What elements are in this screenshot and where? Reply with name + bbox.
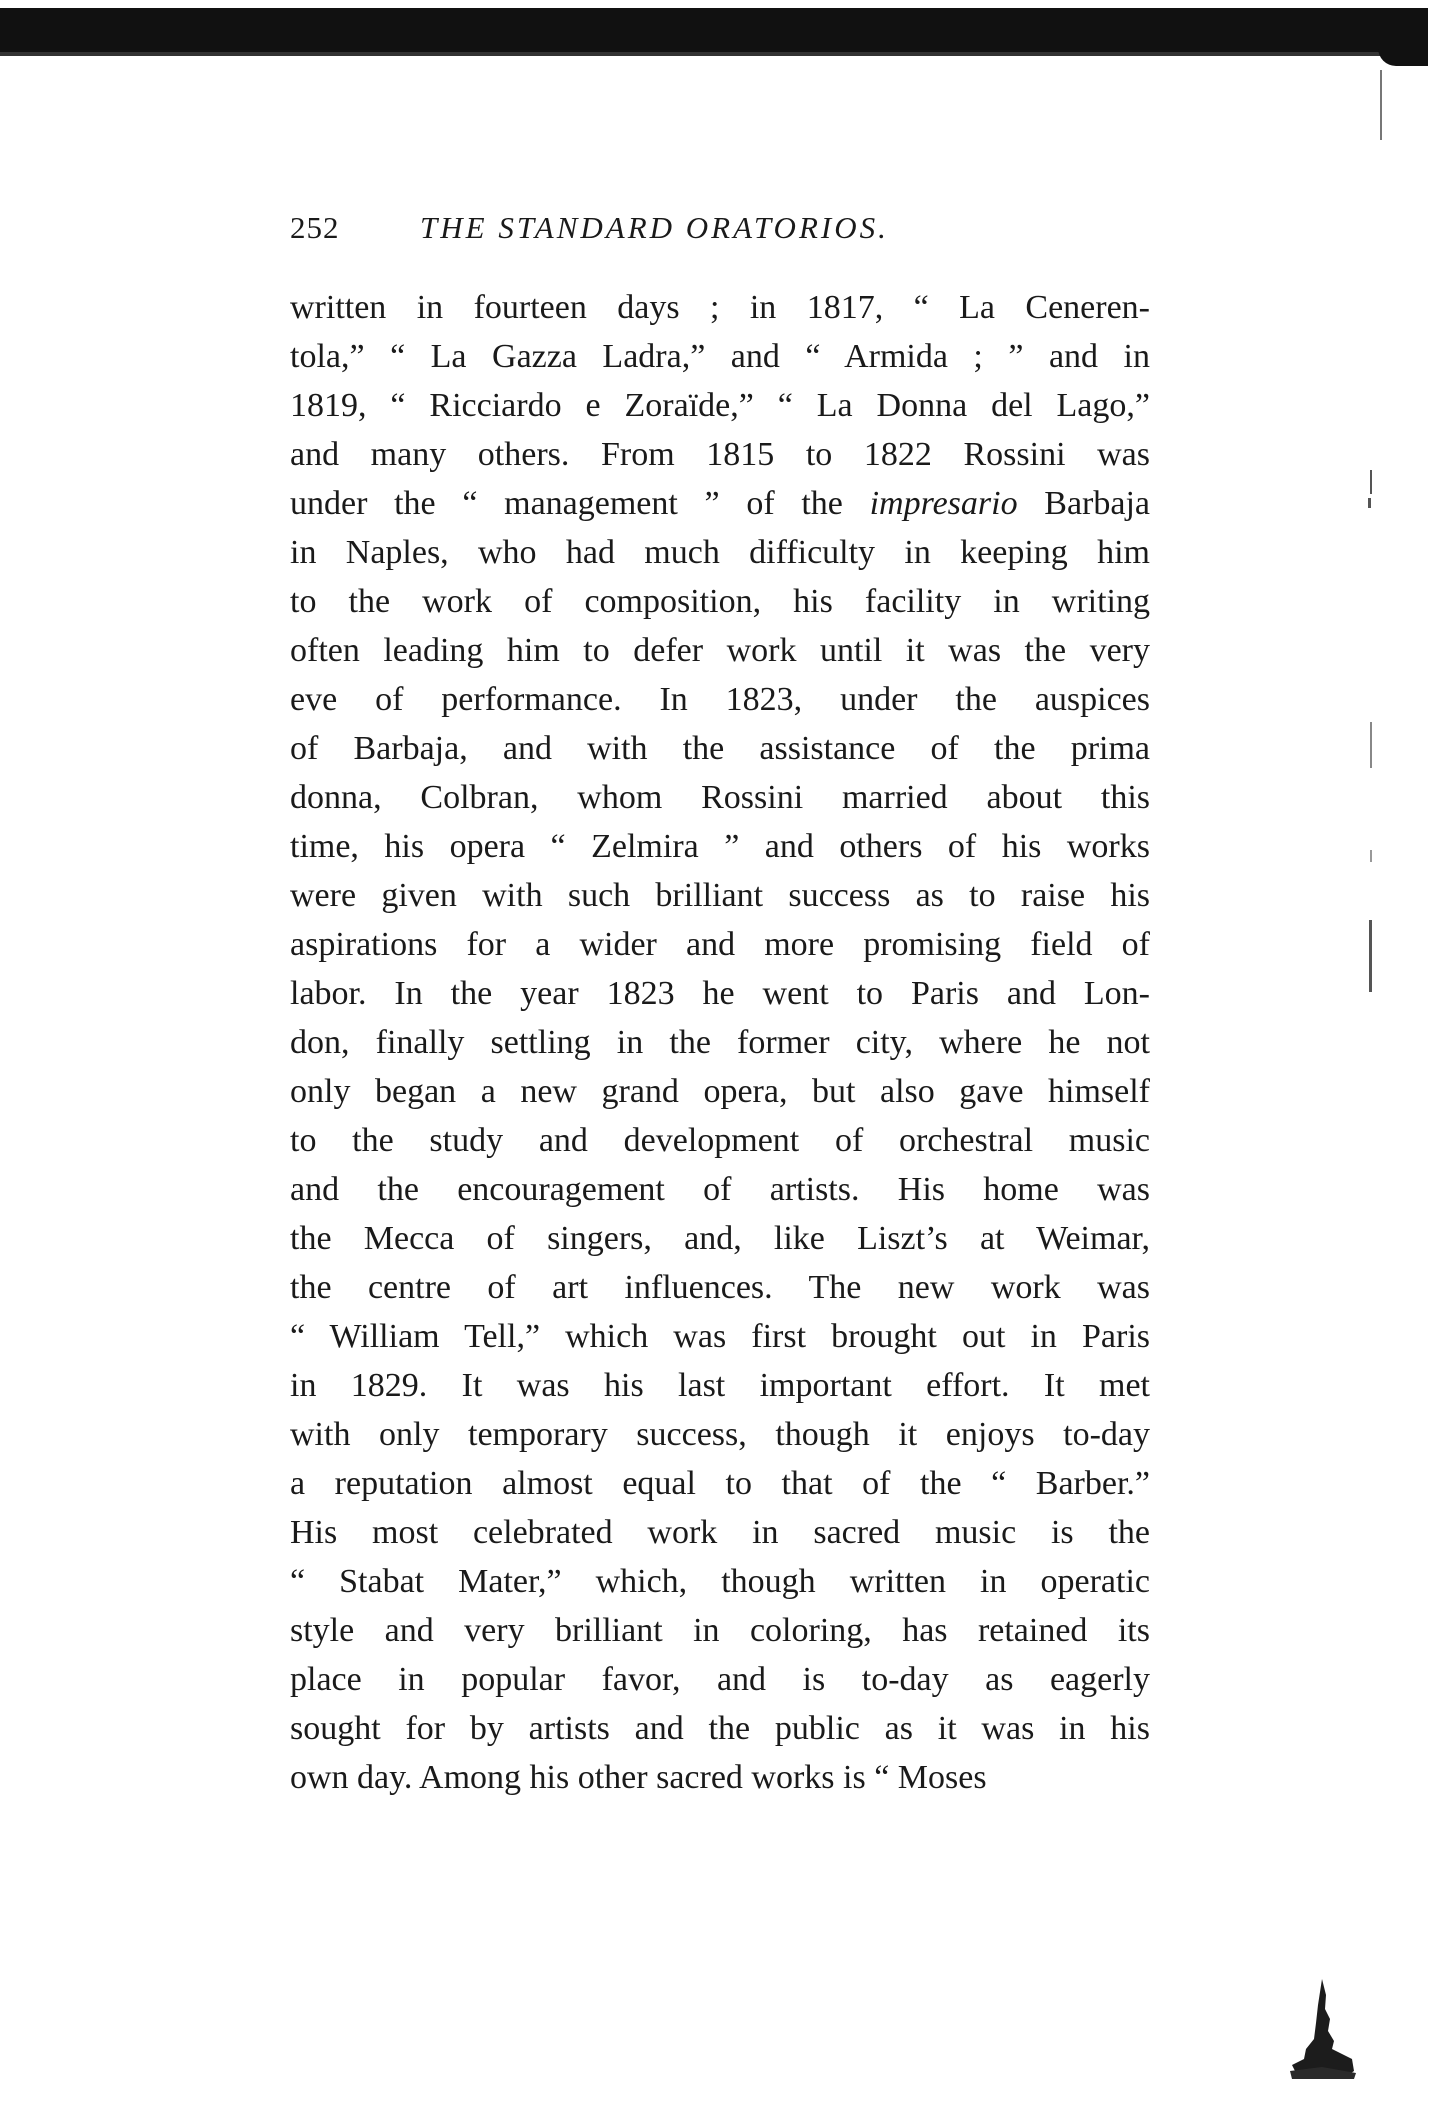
text-line: place in popular favor, and is to-day as eagerly	[290, 1661, 1150, 1698]
text-line: often leading him to defer work until it was the very	[290, 632, 1150, 669]
text-line: don, finally settling in the former city, where he not	[290, 1024, 1150, 1061]
text-line: “ William Tell,” which was first brought out in Paris	[290, 1318, 1150, 1355]
text-line: in 1829. It was his last important effort. It met	[290, 1367, 1150, 1404]
text-line: tola,” “ La Gazza Ladra,” and “ Armida ; ” and in	[290, 338, 1150, 375]
corner-ornament	[1282, 1975, 1362, 2085]
text-line: to the study and development of orchestral music	[290, 1122, 1150, 1159]
text-line: eve of performance. In 1823, under the auspices	[290, 681, 1150, 718]
margin-mark	[1370, 470, 1372, 494]
text-segment: Barbaja	[1017, 485, 1150, 522]
text-line: donna, Colbran, whom Rossini married about this	[290, 779, 1150, 816]
text-line: “ Stabat Mater,” which, though written in operatic	[290, 1563, 1150, 1600]
text-line: of Barbaja, and with the assistance of the prima	[290, 730, 1150, 767]
scan-edge-curl	[1378, 40, 1428, 66]
text-segment: under the “ management ” of the	[290, 485, 870, 522]
text-line	[290, 479, 1150, 528]
margin-mark	[1370, 722, 1372, 768]
text-line: only began a new grand opera, but also gave himself	[290, 1073, 1150, 1110]
page-header	[290, 208, 1150, 248]
text-line: and many others. From 1815 to 1822 Rossini was	[290, 436, 1150, 473]
text-line: 1819, “ Ricciardo e Zoraïde,” “ La Donna del Lago,”	[290, 387, 1150, 424]
page-number: 252	[290, 210, 340, 245]
margin-mark	[1369, 920, 1372, 992]
text-line: His most celebrated work in sacred music is the	[290, 1514, 1150, 1551]
margin-mark	[1368, 498, 1371, 508]
text-line: the centre of art influences. The new work was	[290, 1269, 1150, 1306]
text-line: own day. Among his other sacred works is “ Moses	[290, 1759, 987, 1796]
text-line: a reputation almost equal to that of the “ Barber.”	[290, 1465, 1150, 1502]
body-text	[290, 283, 1150, 1802]
margin-mark	[1370, 850, 1372, 862]
text-line: were given with such brilliant success as to raise his	[290, 877, 1150, 914]
text-line: the Mecca of singers, and, like Liszt’s at Weimar,	[290, 1220, 1150, 1257]
text-line: sought for by artists and the public as it was in his	[290, 1710, 1150, 1747]
text-line: in Naples, who had much difficulty in keeping him	[290, 534, 1150, 571]
text-line: style and very brilliant in coloring, has retained its	[290, 1612, 1150, 1649]
text-line: to the work of composition, his facility in writing	[290, 583, 1150, 620]
scan-edge-mark	[1380, 70, 1382, 140]
scan-edge-line	[0, 52, 1380, 56]
text-line: labor. In the year 1823 he went to Paris and Lon-	[290, 975, 1150, 1012]
scan-edge-bar	[0, 8, 1428, 52]
running-title: THE STANDARD ORATORIOS.	[420, 210, 889, 245]
text-line: written in fourteen days ; in 1817, “ La Ceneren-	[290, 289, 1150, 326]
text-line: and the encouragement of artists. His home was	[290, 1171, 1150, 1208]
text-line: time, his opera “ Zelmira ” and others of his works	[290, 828, 1150, 865]
italic-term: impresario	[869, 485, 1018, 522]
text-line: aspirations for a wider and more promising field of	[290, 926, 1150, 963]
text-line: with only temporary success, though it enjoys to-day	[290, 1416, 1150, 1453]
